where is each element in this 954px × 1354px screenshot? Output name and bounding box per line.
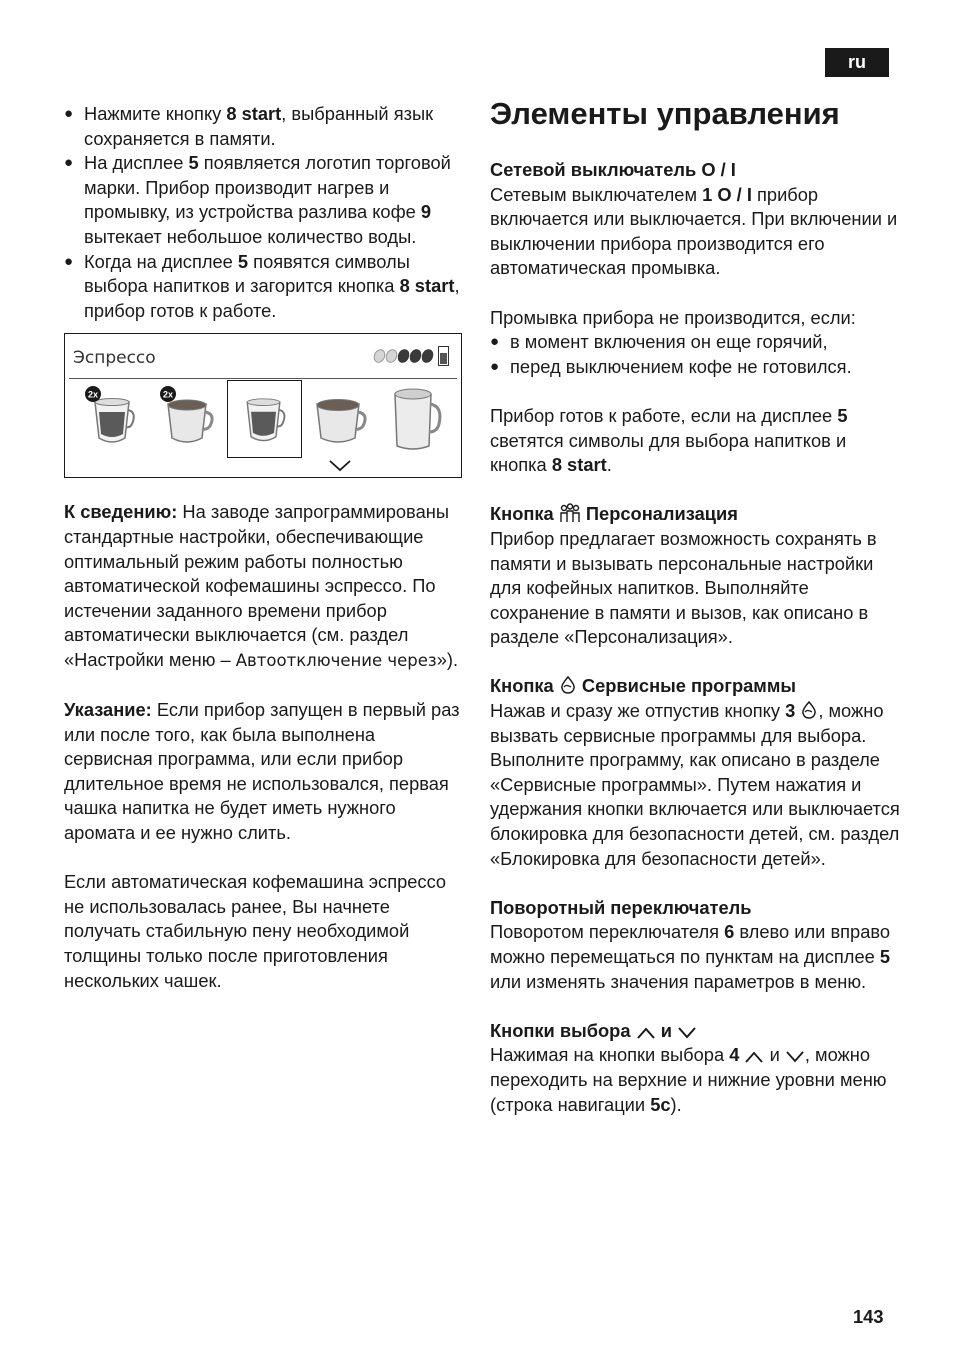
- cup-size-icon: [438, 346, 449, 366]
- right-column: [490, 94, 900, 1117]
- page-number: 143: [853, 1306, 884, 1327]
- paragraph-no-rinse: Промывка прибора не производится, если:: [490, 306, 856, 328]
- display-illustration: [64, 333, 462, 478]
- paragraph-selection-buttons: Нажимая на кнопки выбора 4 и , можно переходить на верхние и нижние уровни меню (строка навигации 5c).: [490, 1044, 887, 1115]
- drink-coffee-cup: [303, 380, 378, 458]
- section-title-power-switch: Сетевой выключатель O / I: [490, 159, 736, 180]
- section-title-service-programs: Кнопка Сервисные программы: [490, 675, 796, 697]
- left-column: [64, 102, 466, 993]
- display-divider: [69, 378, 457, 379]
- drink-mug: [379, 380, 454, 458]
- section-title-rotary-switch: Поворотный переключатель: [490, 896, 752, 918]
- drink-double-espresso: [75, 380, 150, 458]
- paragraph-rotary-switch: Поворотом переключателя 6 влево или вправо можно перемещаться по пунктам на дисплее 5 или изменять значения параметров в меню.: [490, 921, 891, 992]
- personalization-icon: [559, 503, 581, 523]
- bullet-ready: ● Когда на дисплее 5 появятся символы выбора напитков и загорится кнопка 8 start, прибор готов к работе.: [64, 250, 466, 324]
- paragraph-service-programs: Нажав и сразу же отпустив кнопку 3 , можно вызвать сервисные программы для выбора. Выполните программу, как описано в разделе «Сервисные программы». Путем нажатия и удержания кнопки включается или выключается блокировка для безопасности детей, см. раздел «Блокировка для безопасности детей».: [490, 700, 900, 869]
- paragraph-ready: Прибор готов к работе, если на дисплее 5 светятся символы для выбора напитков и кнопка 8 start.: [490, 404, 848, 476]
- chevron-up-icon: [744, 1050, 764, 1064]
- bullet-no-coffee: ● перед выключением кофе не готовился.: [490, 355, 900, 380]
- bullet-still-hot: ● в момент включения он еще горячий,: [490, 330, 900, 355]
- drink-selection-row: [65, 380, 461, 460]
- espresso-glass-icon: [75, 380, 150, 458]
- note-info: К сведению: На заводе запрограммированы стандартные настройки, обеспечивающие оптимальный режим работы полностью автоматической кофемашины эспрессо. По истечении заданного времени прибор автоматически выключается (см. раздел «Настройки меню – Автоотключение через»).: [64, 501, 459, 670]
- strength-indicator: [374, 346, 449, 366]
- paragraph-foam: Если автоматическая кофемашина эспрессо не использовалась ранее, Вы начнете получать стабильную пену необходимой толщины только после приготовления нескольких чашек.: [64, 871, 447, 991]
- section-title-selection-buttons: Кнопки выбора и: [490, 1019, 900, 1044]
- chevron-down-icon: [785, 1050, 805, 1064]
- service-drop-icon: [800, 700, 818, 720]
- language-badge: ru: [825, 48, 889, 77]
- espresso-glass-icon: [228, 381, 300, 456]
- display-title: Эспрессо: [73, 348, 156, 369]
- bullet-logo-display: ● На дисплее 5 появляется логотип торговой марки. Прибор производит нагрев и промывку, из устройства разлива кофе 9 вытекает небольшое количество воды.: [64, 151, 466, 249]
- chevron-up-icon: [636, 1026, 656, 1040]
- svg-text:2x: 2x: [162, 389, 174, 400]
- coffee-cup-icon: [303, 380, 378, 458]
- chevron-down-icon: [677, 1026, 697, 1040]
- chevron-down-icon: [328, 459, 352, 473]
- drink-espresso-selected: [227, 380, 302, 458]
- page-heading: Элементы управления: [490, 96, 840, 131]
- section-title-personalization: Кнопка Персонализация: [490, 503, 738, 525]
- coffee-cup-icon: [152, 380, 227, 458]
- paragraph-personalization: Прибор предлагает возможность сохранять в памяти и вызывать персональные настройки для кофейных напитков. Выполняйте сохранение в памяти и вызов, как описано в разделе «Персонализация».: [490, 527, 877, 648]
- bean-icon: [420, 348, 436, 365]
- bullet-press-start: ● Нажмите кнопку 8 start, выбранный язык сохраняется в памяти.: [64, 102, 466, 151]
- svg-text:2x: 2x: [87, 389, 99, 400]
- service-drop-icon: [559, 675, 577, 695]
- drink-double-cup: [152, 380, 227, 458]
- paragraph-power-switch: Сетевым выключателем 1 O / I прибор включается или выключается. При включении и выключении прибора производится его автоматическая промывка.: [490, 183, 898, 279]
- mug-icon: [379, 380, 454, 458]
- note-hint: Указание: Если прибор запущен в первый раз или после того, как была выполнена сервисная программа, или если прибор длительное время не использовался, первая чашка напитка не будет иметь нужного аромата и ее нужно слить.: [64, 699, 460, 844]
